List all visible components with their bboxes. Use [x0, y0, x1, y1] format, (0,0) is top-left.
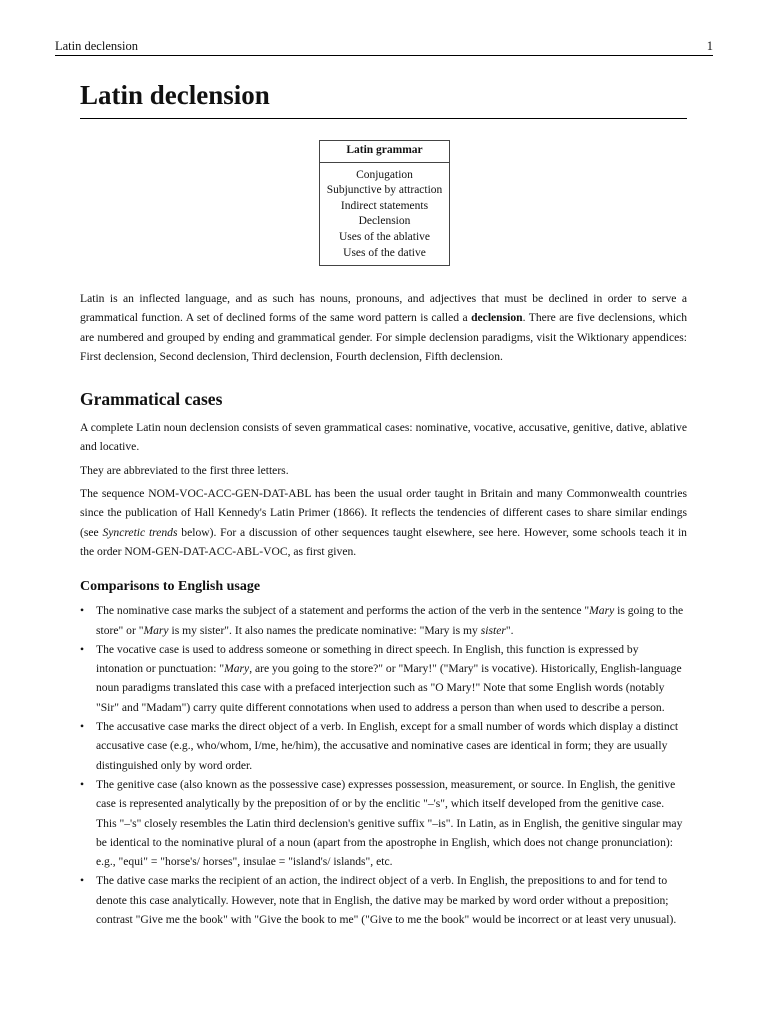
list-item-vocative — [80, 640, 687, 717]
cases-paragraph-3 — [80, 484, 687, 561]
infobox-latin-grammar — [319, 140, 450, 266]
bullet-icon: • — [80, 874, 85, 888]
infobox-link-ablative[interactable]: Uses of the ablative — [338, 230, 430, 243]
comparison-list — [80, 601, 687, 929]
infobox-link-declension[interactable]: Declension — [358, 215, 411, 228]
cases-paragraph-1: A complete Latin noun declension consists of seven grammatical cases: nominative, vocative, accusative, genitive, dative, ablative and locative. — [80, 421, 687, 454]
li-text: The vocative case is used to address someone or something in direct speech. In English, this function is expressed by intonation or punctuation: " — [96, 642, 639, 676]
page-number: 1 — [706, 39, 713, 53]
section-heading-grammatical-cases: Grammatical cases — [80, 389, 223, 410]
cases-p3-italic: Syncretic trends — [102, 525, 178, 539]
bullet-icon: • — [80, 642, 85, 656]
infobox-link-conjugation[interactable]: Conjugation — [356, 168, 413, 181]
li-text: The accusative case marks the direct object of a verb. In English, except for a small number of words which display a distinct accusative case (e.g., who/whom, I/me, he/him), the accusative and nominative cases are identical in form; they are usually distinguished only by word order. — [96, 720, 679, 772]
list-item-nominative — [80, 601, 687, 640]
li-text: The dative case marks the recipient of an action, the indirect object of a verb. In English, the prepositions to and for tend to denote this case analytically. However, note that in English, the dative may be marked by word order without a preposition; contrast "Give me the book" with "Give the book to me" ("Give to me the book" would be incorrect or at least very unusual). — [96, 874, 677, 927]
list-item-accusative — [80, 717, 687, 775]
infobox-link-indirect-statements[interactable]: Indirect statements — [340, 199, 429, 212]
li-text: The genitive case (also known as the possessive case) expresses possession, measurement, or source. In English, the genitive case is represented analytically by the preposition of or by the enclitic "–'s", which itself developed from the genitive case. This "–'s" closely resembles the Latin third declension's genitive suffix "–is". In Latin, as in English, the genitive singular may be identical to the nominative plural of a noun (apart from the apostrophe in English, which does not change pronunciation): e.g., "equi" = "horse's/ horses", insulae = "island's/ islands", etc. — [96, 777, 683, 869]
bullet-icon: • — [80, 777, 85, 791]
article-body — [80, 289, 687, 929]
li-text: The nominative case marks the subject of a statement and performs the action of the verb in the sentence " — [96, 604, 590, 618]
li-italic: sister — [480, 623, 506, 637]
cases-paragraph-2: They are abbreviated to the first three letters. — [80, 463, 289, 477]
li-text: ". — [505, 623, 514, 637]
intro-text-end: . There are five declensions, which are numbered and grouped by ending and grammatical gender. For simple declension paradigms, visit the Wiktionary appendices: First declension, Second declension, Third declension, Fourth declension, Fifth declension. — [80, 311, 687, 363]
infobox-link-subjunctive[interactable]: Subjunctive by attraction — [326, 184, 443, 197]
li-italic: Mary — [589, 604, 615, 618]
list-item-dative — [80, 871, 687, 929]
intro-paragraph — [80, 289, 687, 366]
cases-p3-text-end: below). For a discussion of other sequences taught elsewhere, see here. However, some schools teach it in the order NOM-GEN-DAT-ACC-ABL-VOC, as first given. — [80, 525, 687, 558]
infobox-link-dative[interactable]: Uses of the dative — [343, 246, 426, 259]
intro-text: Latin is an inflected language, and as such has nouns, pronouns, and adjectives that must be declined in order to serve a grammatical function. A set of declined forms of the same word pattern is called a — [80, 292, 687, 325]
infobox-heading: Latin grammar — [320, 141, 449, 163]
li-text: is going to the store" or " — [96, 604, 684, 637]
bullet-icon: • — [80, 604, 85, 618]
bullet-icon: • — [80, 720, 85, 734]
li-italic: Mary — [143, 623, 169, 637]
section-heading-comparisons: Comparisons to English usage — [80, 579, 261, 595]
li-text: , are you going to the store?" or "Mary!" ("Mary" is vocative). Historically, English-language noun paradigms translated this case with a prefaced interjection such as "O Mary!" Note that some English words (notably "Sir" and "Madam") carry quite different connotations when used to address a person than when used to describe a person. — [96, 662, 682, 714]
page-title: Latin declension — [80, 76, 687, 119]
infobox-list — [320, 163, 449, 266]
running-header — [55, 38, 713, 56]
cases-p3-text: The sequence NOM-VOC-ACC-GEN-DAT-ABL has been the usual order taught in Britain and many Commonwealth countries since the publication of Hall Kennedy's Latin Primer (1866). It reflects the tendencies of different cases to share similar endings (see — [80, 487, 687, 539]
list-item-genitive — [80, 775, 687, 871]
li-text: is my sister". It also names the predicate nominative: "Mary is my — [168, 623, 481, 637]
running-title: Latin declension — [55, 39, 138, 53]
li-italic: Mary — [224, 662, 250, 676]
intro-bold-term: declension — [471, 311, 523, 325]
